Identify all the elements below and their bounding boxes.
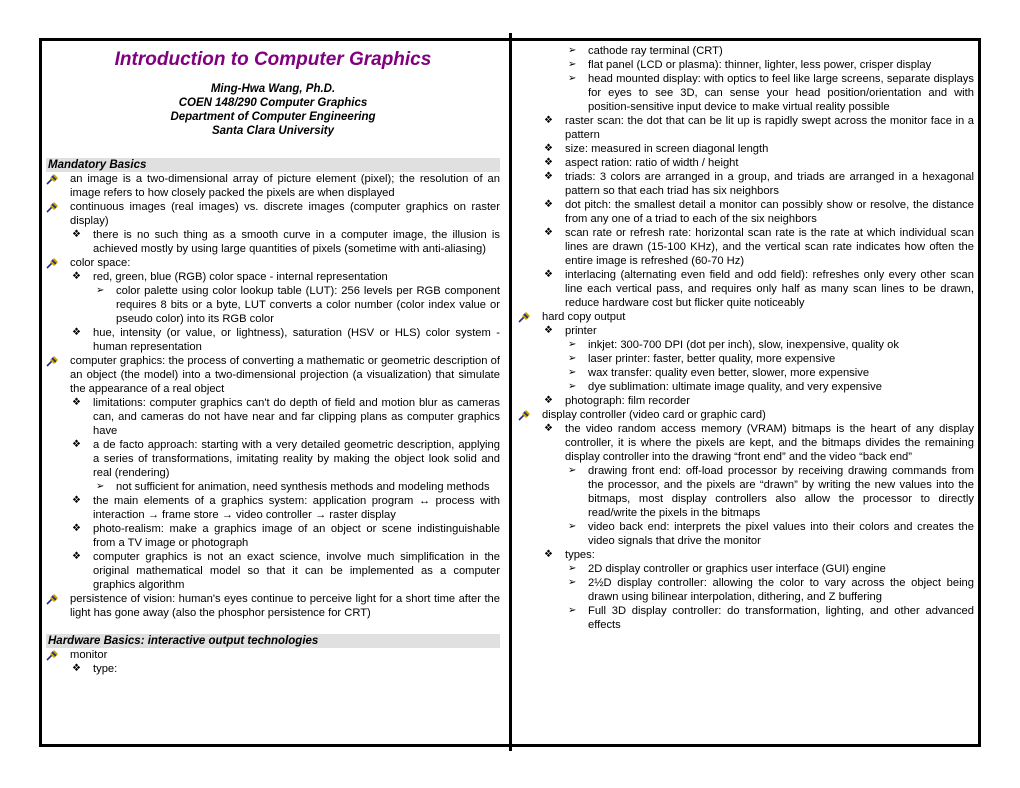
pushpin-bullet-icon	[46, 202, 58, 217]
bullet-text: an image is a two-dimensional array of picture element (pixel); the resolution of an image refers to how closely packed the pixels are when displayed	[70, 173, 500, 199]
diamond-bullet-icon: ❖	[544, 157, 553, 168]
hardware-basics-list	[46, 648, 500, 676]
bullet-text: head mounted display: with optics to feel like large screens, separate displays for eyes to see 3D, can sense your head position/orientation and with position-sensitive input device to make virtual reality possible	[588, 73, 974, 113]
author: Ming-Hwa Wang, Ph.D.	[210, 83, 336, 95]
bullet-text: type:	[93, 663, 118, 675]
diamond-bullet-icon: ❖	[544, 199, 553, 210]
arrow-bullet-icon: ➢	[568, 73, 577, 84]
bullet-text: limitations: computer graphics can't do depth of field and motion blur as cameras can, and cameras do not have near and far clipping plans as computer graphics have	[93, 397, 500, 437]
sub-bullet-item	[46, 550, 500, 592]
arrow-bullet-icon: ➢	[568, 367, 577, 378]
bullet-item	[46, 172, 500, 200]
bullet-text: wax transfer: quality even better, slower, more expensive	[588, 367, 870, 379]
course-name: COEN 148/290 Computer Graphics	[178, 97, 368, 109]
bullet-text: triads: 3 colors are arranged in a group, and triads are arranged in a hexagonal pattern so that each triad has six neighbors	[565, 171, 974, 197]
bullet-text: raster scan: the dot that can be lit up is rapidly swept across the monitor face in a pattern	[565, 115, 974, 141]
diamond-bullet-icon: ❖	[72, 495, 81, 506]
bullet-text: persistence of vision: human's eyes continue to perceive light for a short time after the light has gone away (also the phosphor persistence for CRT)	[70, 593, 500, 619]
sub-sub-bullet-item	[518, 604, 974, 632]
bullet-text: red, green, blue (RGB) color space - internal representation	[93, 271, 388, 283]
arrow-bullet-icon: ➢	[96, 481, 105, 492]
diamond-bullet-icon: ❖	[72, 551, 81, 562]
sub-sub-bullet-item	[518, 520, 974, 548]
diamond-bullet-icon: ❖	[72, 397, 81, 408]
bullet-text: hard copy output	[542, 311, 626, 323]
bullet-text: aspect ration: ratio of width / height	[565, 157, 739, 169]
sub-sub-bullet-item	[518, 72, 974, 114]
bullet-text: hue, intensity (or value, or lightness), saturation (HSV or HLS) color system - human representation	[93, 327, 500, 353]
bullet-text: flat panel (LCD or plasma): thinner, lighter, less power, crisper display	[588, 59, 932, 71]
sub-sub-bullet-item	[518, 44, 974, 58]
left-column	[46, 44, 500, 676]
bullet-item	[518, 408, 974, 422]
bullet-text: continuous images (real images) vs. discrete images (computer graphics on raster display)	[70, 201, 500, 227]
pushpin-bullet-icon	[46, 594, 58, 609]
arrow-bullet-icon: ➢	[568, 381, 577, 392]
bullet-text: drawing front end: off-load processor by receiving drawing commands from the processor, and the pixels are “drawn” by writing the new values into the bitmaps, most display controllers also allow the processor to directly read/write the pixels in the bitmaps	[588, 465, 974, 519]
arrow-bullet-icon: ➢	[568, 605, 577, 616]
bullet-item	[518, 310, 974, 324]
sub-bullet-item	[518, 170, 974, 198]
sub-bullet-item	[46, 438, 500, 480]
department: Department of Computer Engineering	[170, 111, 376, 123]
section-heading-mandatory-basics: Mandatory Basics	[46, 158, 500, 172]
bullet-text: laser printer: faster, better quality, more expensive	[588, 353, 836, 365]
diamond-bullet-icon: ❖	[72, 663, 81, 674]
sub-bullet-item	[518, 394, 974, 408]
sub-bullet-item	[46, 396, 500, 438]
bullet-text: printer	[565, 325, 597, 337]
bullet-text: a de facto approach: starting with a very detailed geometric description, applying a series of transformations, imitating reality by making the object look solid and real (rendering)	[93, 439, 500, 479]
bullet-text: dye sublimation: ultimate image quality, and very expensive	[588, 381, 882, 393]
diamond-bullet-icon: ❖	[72, 523, 81, 534]
sub-bullet-item	[46, 228, 500, 256]
bullet-text: photograph: film recorder	[565, 395, 690, 407]
diamond-bullet-icon: ❖	[544, 171, 553, 182]
bullet-text: there is no such thing as a smooth curve in a computer image, the illusion is achieved mostly by using large quantities of pixels (sometime with anti-aliasing)	[93, 229, 500, 255]
pushpin-bullet-icon	[46, 174, 58, 189]
column-divider	[509, 33, 512, 751]
sub-sub-bullet-item	[518, 562, 974, 576]
arrow-bullet-icon: ➢	[568, 45, 577, 56]
bullet-text: cathode ray terminal (CRT)	[588, 45, 723, 57]
sub-bullet-item	[46, 270, 500, 284]
diamond-bullet-icon: ❖	[544, 549, 553, 560]
sub-bullet-item	[518, 548, 974, 562]
bullet-text: types:	[565, 549, 595, 561]
mandatory-basics-list	[46, 172, 500, 620]
sub-bullet-item	[518, 422, 974, 464]
pushpin-bullet-icon	[46, 356, 58, 371]
bullet-text: interlacing (alternating even field and odd field): refreshes only every other scan line each vertical pass, and requires only half as many scan lines to be drawn, reduce hardware cost but flicker quite noticeably	[565, 269, 974, 309]
sub-bullet-item	[518, 156, 974, 170]
bullet-item	[46, 200, 500, 228]
sub-bullet-item	[518, 142, 974, 156]
bullet-text: scan rate or refresh rate: horizontal scan rate is the rate at which individual scan lines are drawn (15-100 KHz), and the vertical scan rate indicates how often the entire image is refreshed (60-70 Hz)	[565, 227, 974, 267]
arrow-bullet-icon: ➢	[568, 339, 577, 350]
sub-sub-bullet-item	[518, 464, 974, 520]
sub-sub-bullet-item	[518, 58, 974, 72]
sub-sub-bullet-item	[518, 380, 974, 394]
sub-bullet-item	[518, 324, 974, 338]
arrow-bullet-icon: ➢	[568, 521, 577, 532]
diamond-bullet-icon: ❖	[544, 115, 553, 126]
sub-sub-bullet-item	[46, 480, 500, 494]
bullet-text: 2D display controller or graphics user interface (GUI) engine	[588, 563, 886, 575]
sub-bullet-item	[518, 226, 974, 268]
bullet-text: computer graphics: the process of converting a mathematic or geometric description of an object (the model) into a two-dimensional projection (a visualization) that simulate the appearance of a real object	[70, 355, 500, 395]
arrow-bullet-icon: ➢	[568, 563, 577, 574]
bullet-text: photo-realism: make a graphics image of an object or scene indistinguishable from a TV image or photograph	[93, 523, 500, 549]
sub-bullet-item	[518, 198, 974, 226]
section-heading-hardware-basics: Hardware Basics: interactive output technologies	[46, 634, 500, 648]
bullet-text: color palette using color lookup table (LUT): 256 levels per RGB component requires 8 bits or a byte, LUT converts a color number (color index value or pseudo color) into its RGB color	[116, 285, 500, 325]
diamond-bullet-icon: ❖	[544, 227, 553, 238]
sub-sub-bullet-item	[518, 576, 974, 604]
sub-bullet-item	[518, 268, 974, 310]
arrow-bullet-icon: ➢	[568, 353, 577, 364]
arrow-bullet-icon: ➢	[96, 285, 105, 296]
bullet-text: not sufficient for animation, need synthesis methods and modeling methods	[116, 481, 490, 493]
diamond-bullet-icon: ❖	[72, 439, 81, 450]
bullet-item	[46, 648, 500, 662]
arrow-bullet-icon: ➢	[568, 59, 577, 70]
bullet-text: video back end: interprets the pixel values into their colors and creates the video signals that drive the monitor	[588, 521, 974, 547]
university: Santa Clara University	[211, 125, 335, 137]
sub-bullet-item	[518, 114, 974, 142]
diamond-bullet-icon: ❖	[544, 395, 553, 406]
sub-bullet-item	[46, 326, 500, 354]
sub-sub-bullet-item	[518, 366, 974, 380]
diamond-bullet-icon: ❖	[544, 325, 553, 336]
arrow-bullet-icon: ➢	[568, 465, 577, 476]
sub-bullet-item	[46, 494, 500, 522]
sub-bullet-item	[46, 662, 500, 676]
bullet-text: 2½D display controller: allowing the color to vary across the object being drawn using bilinear interpolation, dithering, and Z buffering	[588, 577, 974, 603]
arrow-bullet-icon: ➢	[568, 577, 577, 588]
bullet-text: inkjet: 300-700 DPI (dot per inch), slow, inexpensive, quality ok	[588, 339, 899, 351]
sub-bullet-item	[46, 522, 500, 550]
bullet-text: size: measured in screen diagonal length	[565, 143, 769, 155]
diamond-bullet-icon: ❖	[72, 229, 81, 240]
diamond-bullet-icon: ❖	[544, 143, 553, 154]
diamond-bullet-icon: ❖	[72, 327, 81, 338]
sub-sub-bullet-item	[518, 338, 974, 352]
bullet-item	[46, 592, 500, 620]
bullet-text: display controller (video card or graphic card)	[542, 409, 766, 421]
document-title: Introduction to Computer Graphics	[114, 49, 432, 70]
bullet-text: the main elements of a graphics system: application program ↔ process with interaction → frame store → video controller → raster display	[93, 495, 500, 521]
bullet-text: the video random access memory (VRAM) bitmaps is the heart of any display controller, it is where the pixels are kept, and the bitmaps divides the remaining display controller into the drawing “front end” and the video “back end”	[565, 423, 974, 463]
hardware-details-list	[518, 44, 974, 632]
bullet-text: color space:	[70, 257, 131, 269]
bullet-text: dot pitch: the smallest detail a monitor can possibly show or resolve, the distance from any one of a triad to each of the six neighbors	[565, 199, 974, 225]
diamond-bullet-icon: ❖	[544, 269, 553, 280]
bullet-text: Full 3D display controller: do transformation, lighting, and other advanced effects	[588, 605, 974, 631]
bullet-text: computer graphics is not an exact science, involve much simplification in the original mathematical model so that it can be implemented as a computer graphics algorithm	[93, 551, 500, 591]
diamond-bullet-icon: ❖	[544, 423, 553, 434]
bullet-text: monitor	[70, 649, 108, 661]
diamond-bullet-icon: ❖	[72, 271, 81, 282]
bullet-item	[46, 354, 500, 396]
sub-sub-bullet-item	[518, 352, 974, 366]
bullet-item	[46, 256, 500, 270]
right-column	[518, 44, 974, 632]
sub-sub-bullet-item	[46, 284, 500, 326]
